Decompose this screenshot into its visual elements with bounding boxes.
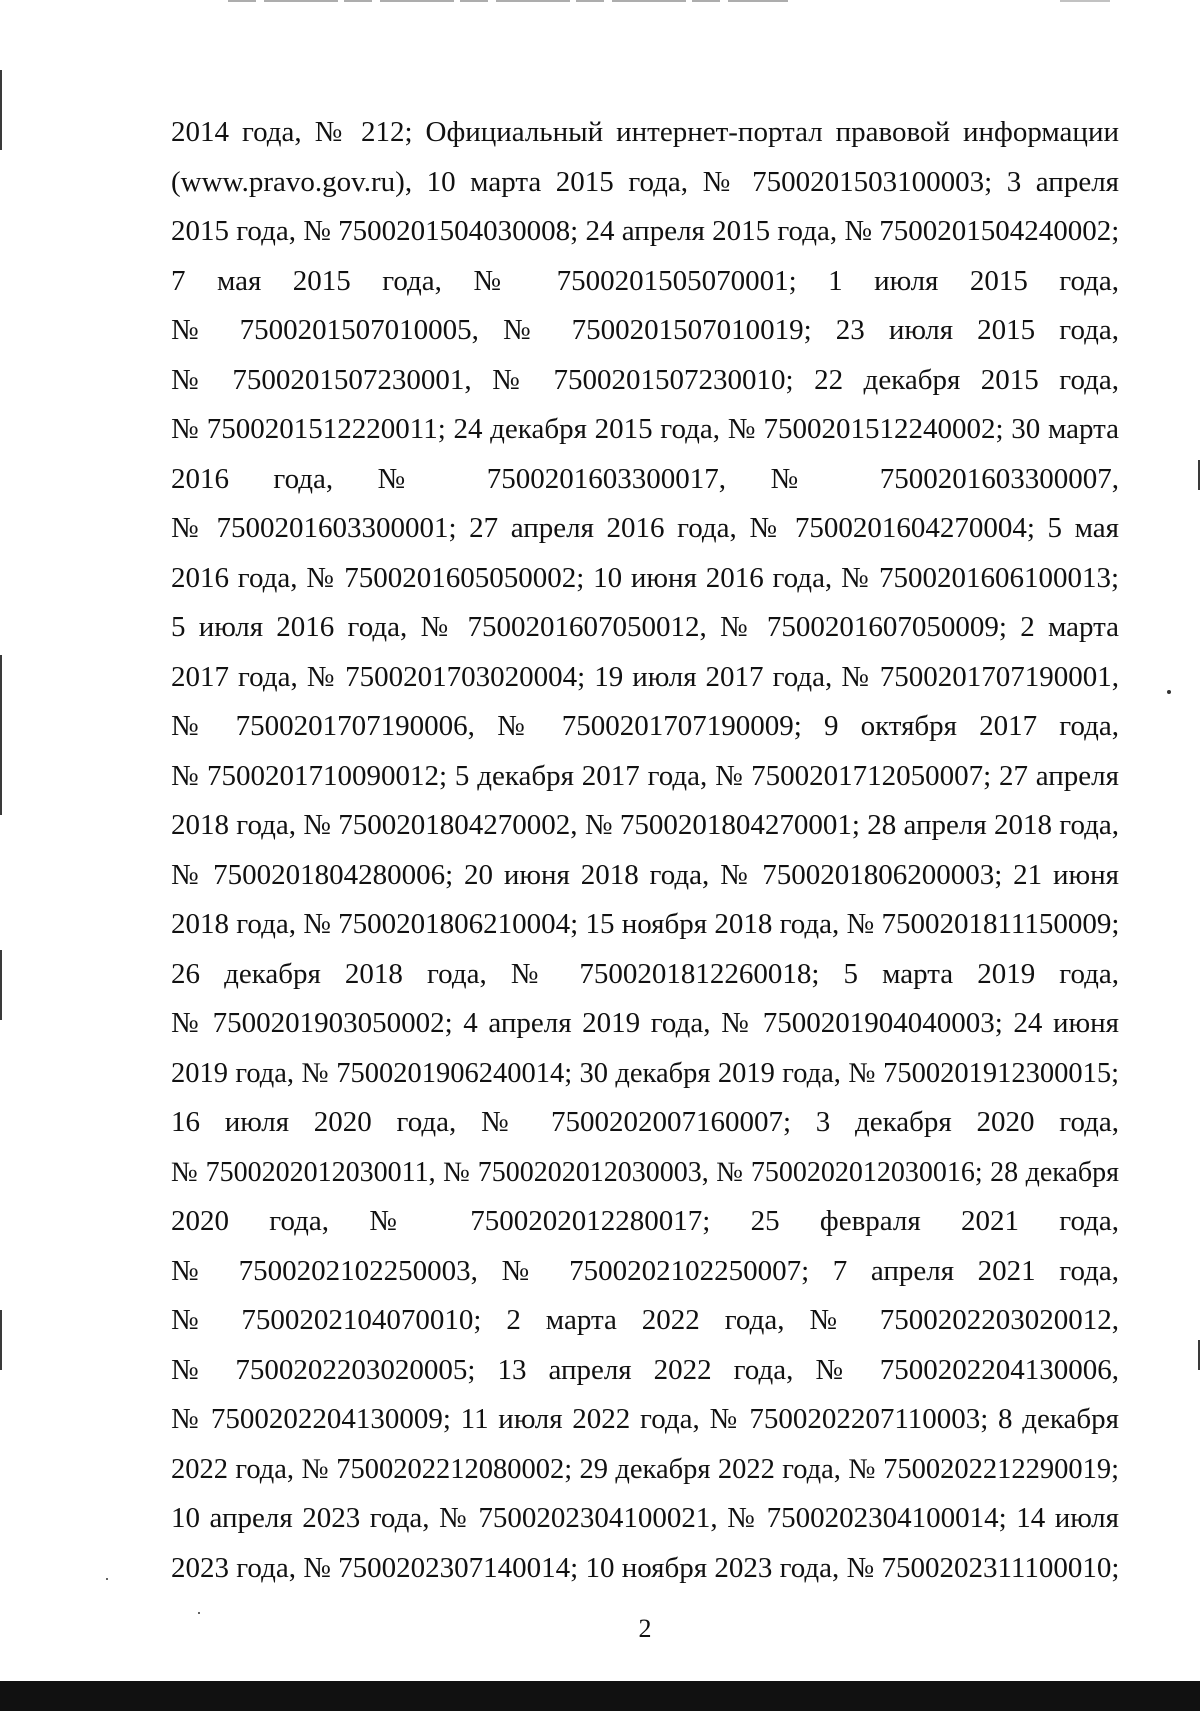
scan-edge-left-4: [0, 1310, 2, 1370]
text-line: № 7500201512220011; 24 декабря 2015 года, № 7500201512240002; 30 марта: [171, 413, 1119, 445]
text-line: 2014 года, № 212; Официальный интернет-портал правовой информации: [171, 116, 1119, 148]
text-line: 10 апреля 2023 года, № 7500202304100021, № 7500202304100014; 14 июля: [171, 1502, 1119, 1534]
text-line: № 7500201804280006; 20 июня 2018 года, № 7500201806200003; 21 июня: [171, 858, 1119, 891]
text-line: № 7500202012030011, № 7500202012030003, № 7500202012030016; 28 декабря: [171, 1156, 1119, 1188]
text-line: 2019 года, № 7500201906240014; 30 декабря 2019 года, № 7500201912300015;: [171, 1057, 1119, 1089]
text-line: 16 июля 2020 года, № 7500202007160007; 3 декабря 2020 года,: [171, 1106, 1119, 1138]
text-line: 7 мая 2015 года, № 7500201505070001; 1 июля 2015 года,: [171, 264, 1119, 297]
scan-edge-left-3: [0, 950, 2, 1020]
scan-artifact-top: [228, 0, 788, 2]
scan-edge-left-1: [0, 70, 2, 150]
scan-speck-2: [106, 1578, 108, 1580]
text-line: (www.pravo.gov.ru), 10 марта 2015 года, № 7500201503100003; 3 апреля: [171, 165, 1119, 198]
text-line: 5 июля 2016 года, № 7500201607050012, № 7500201607050009; 2 марта: [171, 611, 1119, 643]
scan-artifact-top-right: [1060, 0, 1110, 2]
text-line: № 7500202203020005; 13 апреля 2022 года, № 7500202204130006,: [171, 1353, 1119, 1386]
scan-speck-1: [1167, 690, 1171, 694]
text-line: 2018 года, № 7500201806210004; 15 ноября 2018 года, № 7500201811150009;: [171, 908, 1120, 940]
text-line: № 7500201903050002; 4 апреля 2019 года, № 7500201904040003; 24 июня: [171, 1007, 1119, 1039]
text-line: 26 декабря 2018 года, № 7500201812260018; 5 марта 2019 года,: [171, 957, 1119, 990]
document-body-text: [171, 108, 1119, 1593]
text-line: 2022 года, № 7500202212080002; 29 декабря 2022 года, № 7500202212290019;: [171, 1453, 1119, 1485]
text-line: № 7500201707190006, № 7500201707190009; 9 октября 2017 года,: [171, 710, 1119, 742]
text-line: № 7500201710090012; 5 декабря 2017 года, № 7500201712050007; 27 апреля: [171, 759, 1119, 792]
text-line: № 7500202204130009; 11 июля 2022 года, № 7500202207110003; 8 декабря: [171, 1403, 1119, 1435]
text-line: 2023 года, № 7500202307140014; 10 ноября 2023 года, № 7500202311100010;: [171, 1551, 1120, 1584]
page-number: 2: [638, 1614, 652, 1643]
scan-edge-left-2: [0, 655, 2, 815]
text-line: 2015 года, № 7500201504030008; 24 апреля 2015 года, № 7500201504240002;: [171, 215, 1120, 247]
text-line: № 7500201603300001; 27 апреля 2016 года, № 7500201604270004; 5 мая: [171, 512, 1119, 544]
text-line: № 7500202102250003, № 7500202102250007; 7 апреля 2021 года,: [171, 1254, 1119, 1287]
text-line: 2020 года, № 7500202012280017; 25 февраля 2021 года,: [171, 1205, 1119, 1237]
text-line: № 7500201507230001, № 7500201507230010; 22 декабря 2015 года,: [171, 363, 1119, 396]
text-line: № 7500202104070010; 2 марта 2022 года, № 7500202203020012,: [171, 1304, 1119, 1336]
text-line: 2016 года, № 7500201603300017, № 7500201603300007,: [171, 462, 1119, 495]
text-line: 2016 года, № 7500201605050002; 10 июня 2016 года, № 7500201606100013;: [171, 561, 1119, 594]
text-line: 2017 года, № 7500201703020004; 19 июля 2017 года, № 7500201707190001,: [171, 660, 1119, 693]
scan-bottom-shadow: [0, 1681, 1200, 1711]
text-line: 2018 года, № 7500201804270002, № 7500201804270001; 28 апреля 2018 года,: [171, 809, 1119, 841]
text-line: № 7500201507010005, № 7500201507010019; 23 июля 2015 года,: [171, 314, 1119, 346]
